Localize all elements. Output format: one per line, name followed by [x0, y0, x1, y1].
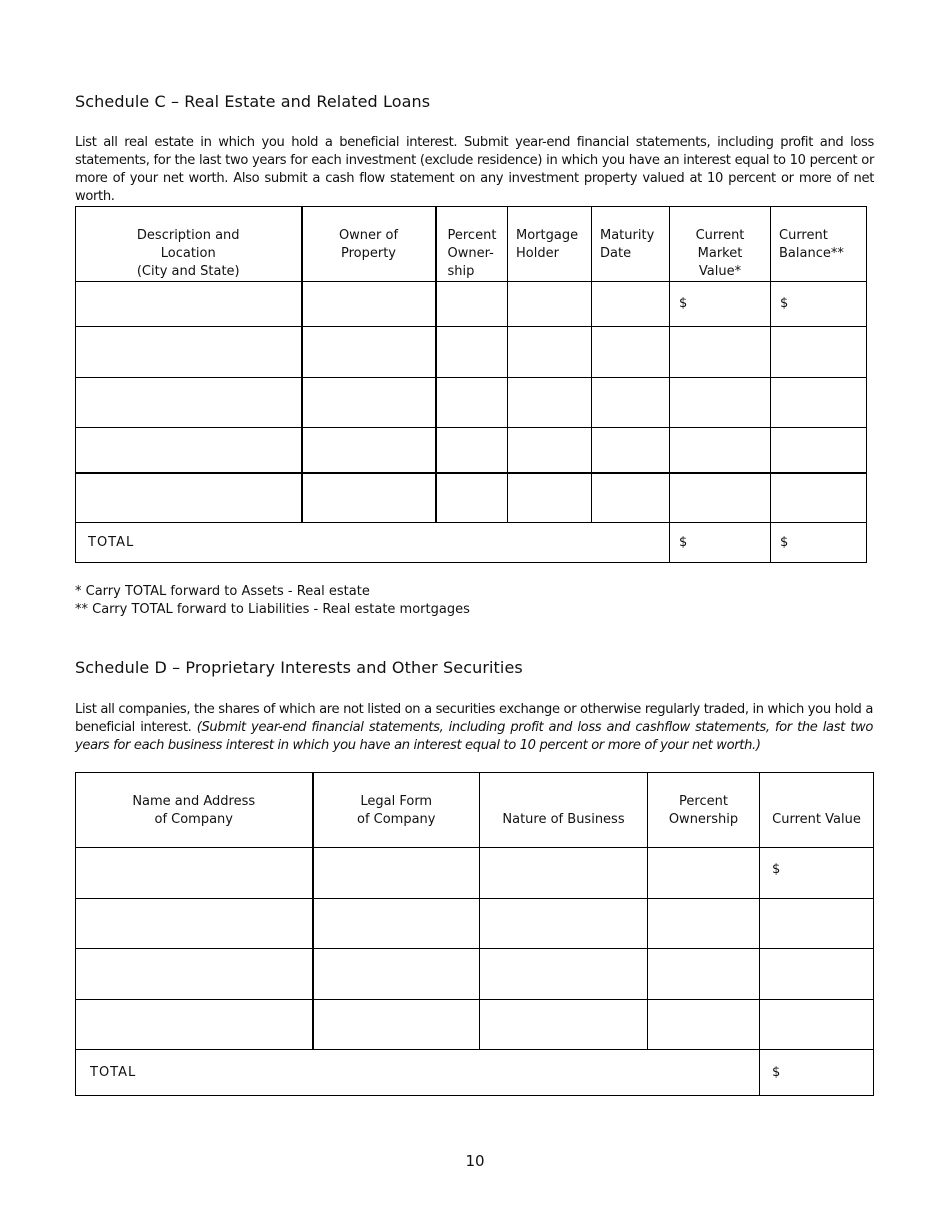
col-owner-l1: Owner of: [338, 228, 399, 243]
total-market-value[interactable]: [670, 523, 771, 563]
schedule-d-table: [75, 772, 874, 1096]
cell-input[interactable]: [670, 327, 771, 378]
cell-input[interactable]: [76, 378, 302, 428]
col-value-label: Current Value: [772, 812, 861, 827]
balance-input[interactable]: [771, 282, 867, 327]
col-balance: [771, 207, 867, 282]
cell-input[interactable]: [313, 1000, 480, 1050]
dollar-sign: $: [772, 862, 781, 877]
total-balance[interactable]: [771, 523, 867, 563]
col-percent-l2: Owner-: [447, 246, 494, 261]
col-ownership-l2: Ownership: [668, 812, 739, 827]
schedule-c-row: [76, 428, 867, 473]
col-nature: [480, 773, 648, 848]
col-company-name: [76, 773, 313, 848]
schedule-c-heading: Schedule C – Real Estate and Related Loans: [75, 92, 431, 111]
col-description: [76, 207, 302, 282]
cell-input[interactable]: [302, 473, 436, 523]
col-market-l1: Current: [695, 228, 745, 243]
market-value-input[interactable]: [670, 282, 771, 327]
col-current-value: [760, 773, 874, 848]
footnote-liabilities: ** Carry TOTAL forward to Liabilities - Real estate mortgages: [75, 602, 470, 617]
cell-input[interactable]: [436, 428, 508, 473]
current-value-input[interactable]: [760, 848, 874, 899]
cell-input[interactable]: [670, 473, 771, 523]
cell-input[interactable]: [480, 848, 648, 899]
col-maturity-l1: Maturity: [600, 228, 655, 243]
cell-input[interactable]: [771, 378, 867, 428]
schedule-d-heading: Schedule D – Proprietary Interests and Other Securities: [75, 658, 523, 677]
schedule-c-row: [76, 327, 867, 378]
schedule-c-instructions: List all real estate in which you hold a beneficial interest. Submit year-end financial statements, including profit and loss statements, for the last two years for each investment (exclude residence) in which you have an interest equal to 10 percent or more of your net worth. Also submit a cash flow statement on any investment property valued at 10 percent or more of net worth.: [75, 135, 874, 204]
cell-input[interactable]: [313, 899, 480, 949]
schedule-d-instructions: [75, 701, 873, 755]
cell-input[interactable]: [302, 327, 436, 378]
dollar-sign: $: [679, 534, 688, 550]
col-legal-l1: Legal Form: [360, 794, 433, 809]
cell-input[interactable]: [508, 428, 592, 473]
cell-input[interactable]: [592, 428, 670, 473]
cell-input[interactable]: [508, 327, 592, 378]
dollar-sign: $: [780, 534, 789, 550]
footnote-assets: * Carry TOTAL forward to Assets - Real estate: [75, 584, 370, 599]
col-market-value: [670, 207, 771, 282]
col-owner-l2: Property: [340, 246, 396, 261]
cell-input[interactable]: [76, 327, 302, 378]
total-label: TOTAL: [76, 1050, 760, 1096]
cell-input[interactable]: [592, 378, 670, 428]
cell-input[interactable]: [436, 378, 508, 428]
cell-input[interactable]: [648, 949, 760, 1000]
cell-input[interactable]: [648, 1000, 760, 1050]
dollar-sign: $: [679, 296, 688, 311]
col-legal-form: [313, 773, 480, 848]
col-name-l2: of Company: [154, 812, 233, 827]
cell-input[interactable]: [436, 473, 508, 523]
col-mortgage-l2: Holder: [516, 246, 559, 261]
cell-input[interactable]: [771, 327, 867, 378]
cell-input[interactable]: [76, 473, 302, 523]
col-percent-l1: Percent: [447, 228, 497, 243]
cell-input[interactable]: [760, 1000, 874, 1050]
total-current-value[interactable]: [760, 1050, 874, 1096]
cell-input[interactable]: [313, 949, 480, 1000]
cell-input[interactable]: [760, 899, 874, 949]
cell-input[interactable]: [648, 848, 760, 899]
col-name-l1: Name and Address: [132, 794, 256, 809]
col-owner: [302, 207, 436, 282]
schedule-d-row: [76, 949, 874, 1000]
schedule-c-total-row: [76, 523, 867, 563]
cell-input[interactable]: [76, 848, 313, 899]
cell-input[interactable]: [480, 949, 648, 1000]
cell-input[interactable]: [670, 378, 771, 428]
col-description-l3: (City and State): [136, 264, 240, 279]
cell-input[interactable]: [648, 899, 760, 949]
col-mortgage-l1: Mortgage: [516, 228, 579, 243]
schedule-d-total-row: [76, 1050, 874, 1096]
schedule-d-header-row: [76, 773, 874, 848]
dollar-sign: $: [780, 296, 789, 311]
col-ownership-l1: Percent: [679, 794, 728, 809]
col-percent: [436, 207, 508, 282]
cell-input[interactable]: [771, 428, 867, 473]
cell-input[interactable]: [592, 282, 670, 327]
schedule-d-instructions-plain: List all companies, the shares of which are not listed on a securities exchange or otherwise regularly traded, in which you hold a beneficial interest.: [75, 702, 873, 735]
col-description-l1: Description and: [136, 228, 240, 243]
schedule-c-row: [76, 473, 867, 523]
schedule-d-row: [76, 899, 874, 949]
cell-input[interactable]: [480, 899, 648, 949]
col-mortgage: [508, 207, 592, 282]
cell-input[interactable]: [302, 378, 436, 428]
cell-input[interactable]: [76, 949, 313, 1000]
schedule-d-instructions-italic: (Submit year-end financial statements, including profit and loss and cashflow statements, for the last two years for each business interest in which you have an interest equal to 10 percent or more of your net worth.): [75, 720, 874, 753]
col-market-l2: Market: [697, 246, 743, 261]
col-balance-l2: Balance**: [779, 246, 844, 261]
col-legal-l2: of Company: [356, 812, 436, 827]
cell-input[interactable]: [76, 428, 302, 473]
col-balance-l1: Current: [779, 228, 828, 243]
schedule-d-row: [76, 848, 874, 899]
cell-input[interactable]: [436, 327, 508, 378]
col-percent-l3: ship: [447, 264, 475, 279]
schedule-d-row: [76, 1000, 874, 1050]
cell-input[interactable]: [508, 378, 592, 428]
col-market-l3: Value*: [698, 264, 742, 279]
schedule-c-table: [75, 206, 867, 563]
total-label: TOTAL: [76, 523, 670, 563]
dollar-sign: $: [772, 1064, 781, 1080]
col-maturity: [592, 207, 670, 282]
col-ownership: [648, 773, 760, 848]
cell-input[interactable]: [670, 428, 771, 473]
cell-input[interactable]: [76, 1000, 313, 1050]
col-nature-label: Nature of Business: [502, 812, 625, 827]
page-number: 10: [465, 1152, 485, 1170]
cell-input[interactable]: [313, 848, 480, 899]
col-maturity-l2: Date: [600, 246, 632, 261]
cell-input[interactable]: [592, 473, 670, 523]
cell-input[interactable]: [771, 473, 867, 523]
cell-input[interactable]: [76, 282, 302, 327]
col-description-l2: Location: [160, 246, 216, 261]
cell-input[interactable]: [760, 949, 874, 1000]
cell-input[interactable]: [76, 899, 313, 949]
cell-input[interactable]: [436, 282, 508, 327]
schedule-c-header-row: [76, 207, 867, 282]
schedule-c-row: [76, 378, 867, 428]
cell-input[interactable]: [592, 327, 670, 378]
cell-input[interactable]: [302, 428, 436, 473]
cell-input[interactable]: [480, 1000, 648, 1050]
cell-input[interactable]: [508, 473, 592, 523]
cell-input[interactable]: [508, 282, 592, 327]
schedule-c-row: [76, 282, 867, 327]
cell-input[interactable]: [302, 282, 436, 327]
